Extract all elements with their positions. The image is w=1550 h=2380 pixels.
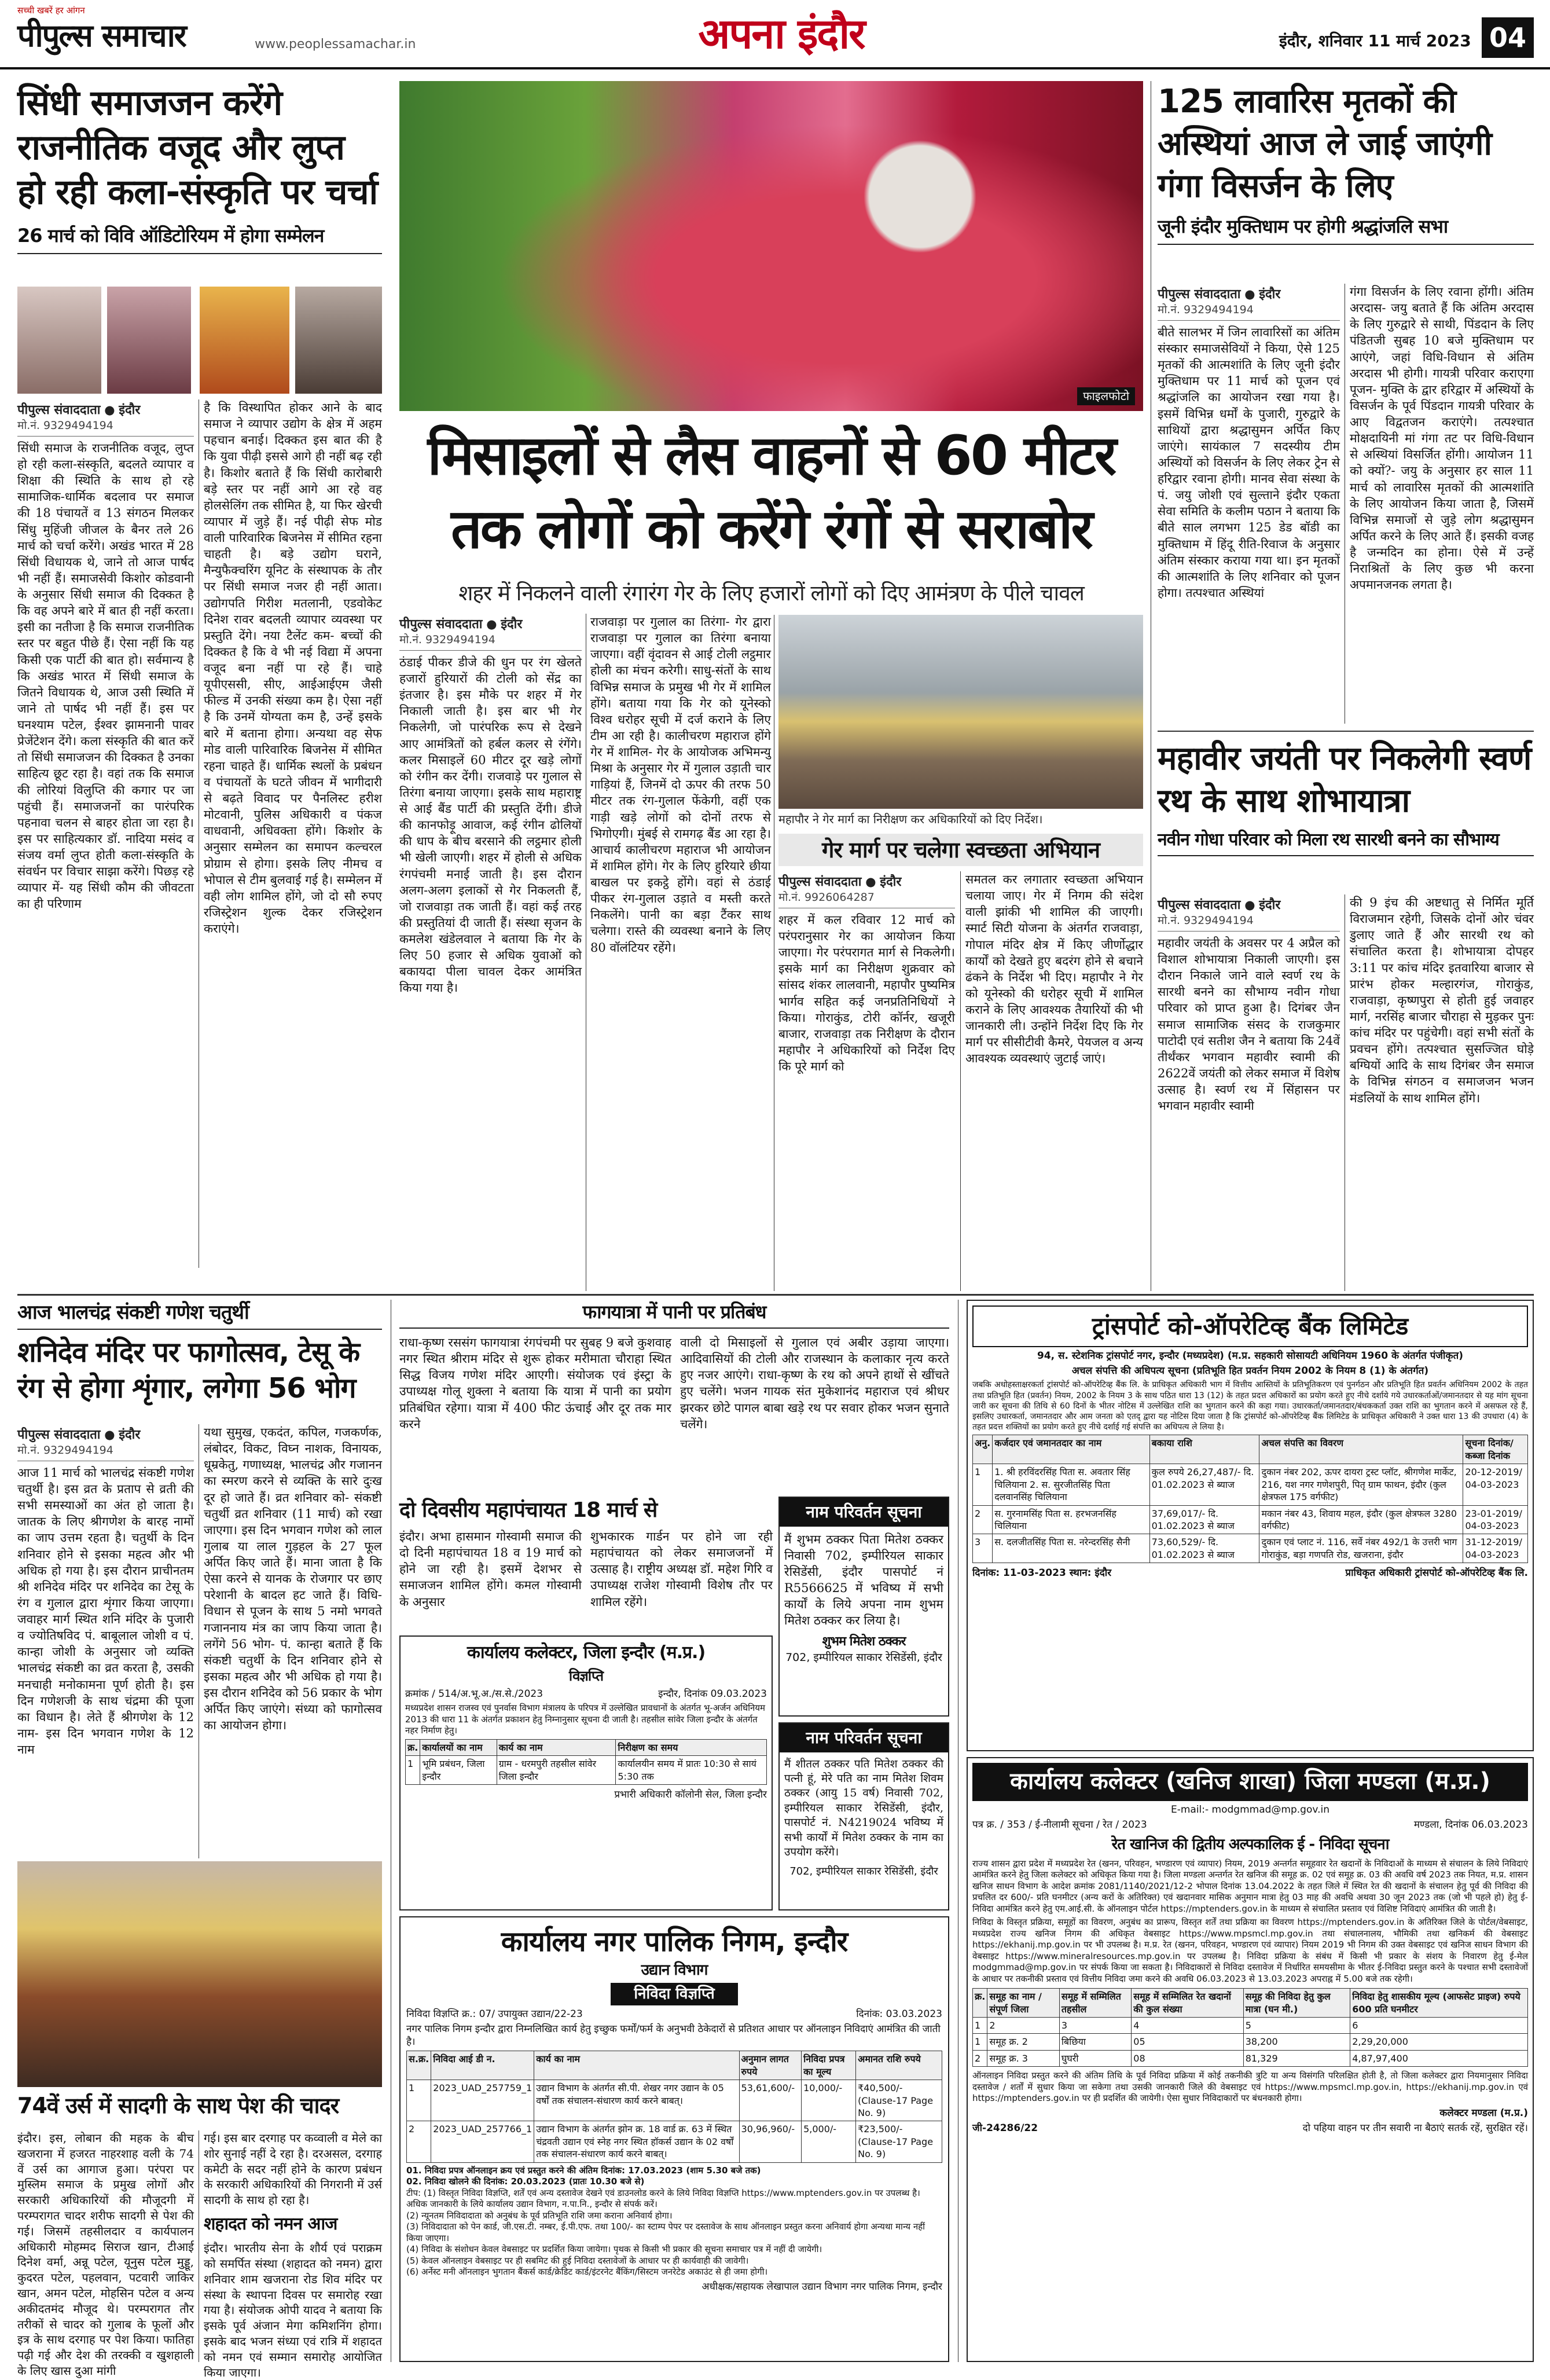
inspection-caption: महापौर ने गेर मार्ग का निरीक्षण कर अधिकारियों को दिए निर्देश। — [778, 812, 1043, 826]
brand-tagline: सच्ची खबरें हर आंगन — [17, 5, 85, 16]
sindhi-portrait-1 — [17, 287, 101, 394]
inspection-body-1: शहर में कल रविवार 12 मार्च को परंपरानुसार गेर का आयोजन किया जाएगा। गेर परंपरागत मार्ग से निकलेगी। इसके मार्ग का निरीक्षण शुक्रवार को सांसद शंकर लालवानी, महापौर पुष्यमित्र भार्गव सहित कई जनप्रतिनिधियों ने किया। गोराकुंड, टोरी कॉर्नर, खजूरी बाजार, राजवाड़ा तक निरीक्षण के दौरान महापौर ने अधिकारियों को निर्देश दिए कि पूरे मार्ग को — [778, 912, 955, 1074]
unclaimed-byline: पीपुल्स संवाददाता ● इंदौर मो.नं. 9329494194 — [1158, 284, 1340, 321]
urs-subhead: शहादत को नमन आज — [204, 2213, 337, 2234]
sindhi-portrait-4 — [295, 287, 382, 394]
shani-col-1 — [17, 1424, 194, 1858]
inspection-col-2 — [965, 871, 1143, 1291]
ger-file-photo — [399, 81, 1143, 411]
sindhi-byline: पीपुल्स संवाददाता ● इंदौर मो.नं. 9329494194 — [17, 399, 194, 437]
inspection-headline-bar: गेर मार्ग पर चलेगा स्वच्छता अभियान — [778, 834, 1143, 866]
unclaimed-col-2 — [1350, 284, 1534, 724]
unclaimed-body-2: गंगा विसर्जन के लिए रवाना होंगी। अंतिम अरदास- जयु बताते हैं कि अंतिम अरदास के लिए गुरुद्वारे से साथी, पिंडदान के लिए पंडितजी सुबह 10 बजे मुक्तिधाम पर आएंगे, जहां विधि-विधान से अंतिम अरदास भी होगी। गायत्री परिवार कराएगा पूजन- मुक्ति के द्वार हरिद्वार में अस्थियों के विसर्जन के पूर्व पिंडदान गायत्री परिवार के आए विद्वतजन कराएंगे। तत्पश्चात मोक्षदायिनी मां गंगा तट पर विधि-विधान से अस्थियां विसर्जित होंगी। आयोजन 11 को क्यों?- जयु के अनुसार हर साल 11 मार्च को लावारिस मृतकों की आत्मशांति के लिए आयोजन किया जाता है, जिसमें विभिन्न समाजों से जुड़े लोग श्रद्धासुमन अर्पित करने के लिए आते हैं। इसकी वजह है जन्मदिन का होना। ऐसे में उन्हें निराश्रितों के लिए कुछ भी करना अपमानजनक लगता है। — [1350, 285, 1534, 592]
shani-body-2: यथा सुमुख, एकदंत, कपिल, गजकर्णक, लंबोदर, विकट, विघ्न नाशक, विनायक, धूम्रकेतु, गणाध्यक्ष, भालचंद्र और गजानन का स्मरण करने से व्यक्ति के सारे दुःख दूर हो जाते हैं। व्रत शनिवार को- संकष्टी चतुर्थी व्रत शनिवार (11 मार्च) को रखा जाएगा। इस दिन भगवान गणेश को लाल गुलाब या लाल गुड़हल के 27 फूल अर्पित किए जाते हैं। माना जाता है कि ऐसा करने से यानक के रोजगार पर छाए परेशानी के बादल हट जाते हैं। विधि-विधान से पूजन के साथ 5 नमो भगवते गजाननाय मंत्र का जाप किया जाता है। लगेंगे 56 भोग- पं. कान्हा बताते हैं कि संकष्टी चतुर्थी के दिन शनिवार होने से इसका महत्व और भी अधिक हो गया है। इस दौरान शनिदेव को 56 प्रकार के भोग अर्पित किए जाएंगे। संध्या को फागोत्सव का आयोजन होगा। — [204, 1425, 382, 1733]
unclaimed-body-1: बीते सालभर में जिन लावारिसों का अंतिम संस्कार समाजसेवियों ने किया, ऐसे 125 मृतकों की आत्मशांति के लिए जूनी इंदौर मुक्तिधाम पर 11 मार्च को पूजन एवं श्रद्धांजलि का आयोजन रखा गया है। इसमें विभिन्न धर्मों के पुजारी, गुरुद्वारे के साथियों द्वारा श्रद्धासुमन अर्पित किए जाएंगे। सायंकाल 7 सदस्यीय टीम अस्थियों को विसर्जन के लिए लेकर ट्रेन से हरिद्वार रवाना होगी। मानव सेवा संस्था के पं. जयु जोशी एवं सुल्ताने इंदौर एकता सेवा समिति के कलीम पठान ने बताया कि बीते साल लगभग 125 डेड बॉडी का मुक्तिधाम में हिंदू रीति-रिवाज के अनुसार अंतिम संस्कार कराया गया था। इन मृतकों की आत्मशांति के लिए शनिवार को पूजन होगा। तत्पश्चात अस्थियां — [1158, 325, 1340, 600]
ger-headline: मिसाइलों से लैस वाहनों से 60 मीटर तक लोगों को करेंगे रंगों से सराबोर — [427, 424, 1115, 561]
shani-body-1: आज 11 मार्च को भालचंद्र संकष्टी गणेश चतुर्थी है। इस व्रत के प्रताप से व्रती की सभी समस्याओं का अंत हो जाता है। जातक के लिए श्रीगणेश के बारह नामों का जाप उत्तम रहता है। चतुर्थी के दिन शनिवार होने से इसका महत्व और भी अधिक हो गया है। इस दौरान प्राचीनतम श्री शनिदेव मंदिर पर शनिदेव का टेसू के रंग व गुलाल द्वारा शृंगार किया जाएगा। जवाहर मार्ग स्थित शनि मंदिर के पुजारी व ज्योतिषविद पं. बाबूलाल जोशी व पं. कान्हा जोशी के अनुसार जो व्यक्ति भालचंद्र संकष्टी का व्रत करता है, उसकी मनचाही मनोकामना पूर्ण होती है। इस दिन गणेशजी के साथ चंद्रमा की पूजा का विधान है। लेते हैं श्रीगणेश के 12 नाम- इस दिन भगवान गणेश के 12 नाम — [17, 1465, 194, 1757]
name-change-notice-1: नाम परिवर्तन सूचना मैं शुभम ठक्कर पिता मितेश ठक्कर निवासी 702, इम्पीरियल साकार रेसिडेंसी, इंदौर पासपोर्ट नं R5566625 में भविष्य में सभी कार्यों के लिये अपना नाम शुभम मितेश ठक्कर कर लिया है। शुभम मितेश ठक्कर 702, इम्पीरियल साकार रेसिडेंसी, इंदौर — [778, 1497, 949, 1717]
sindhi-col-1 — [17, 399, 194, 1268]
shani-story: आज भालचंद्र संकष्टी गणेश चतुर्थी शनिदेव मंदिर पर फागोत्सव, टेसू के रंग से होगा शृंगार, लगेगा 56 भोग — [17, 1300, 382, 1421]
ger-byline: पीपुल्स संवाददाता ● इंदौर मो.नं. 9329494194 — [399, 614, 582, 651]
page-number: 04 — [1482, 17, 1534, 58]
unclaimed-story: 125 लावारिस मृतकों की अस्थियां आज ले जाई जाएंगी गंगा विसर्जन के लिए जूनी इंदौर मुक्तिधाम पर होगी श्रद्धांजलि सभा — [1158, 81, 1534, 278]
mandla-collector-tender: कार्यालय कलेक्टर (खनिज शाखा) जिला मण्डला (म.प्र.) E-mail:- modgmmad@mp.gov.in पत्र क्र. / 353 / ई-नीलामी सूचना / रेत / 2023 मण्डला, दिनांक 06.03.2023 रेत खानिज की द्वितीय अल्पकालिक ई - निविदा सूचना राज्य शासन द्वारा प्रदेश में मध्यप्रदेश रेत (खनन, परिवहन, भण्डारण एवं व्यापार) नियम, 2019 अन्तर्गत समूहवार रेत खदानों के निविदाओं के माध्यम से संचालन के लिये निविदाएं आमंत्रित करने हेतु जिला कलेक्टर को अधिकृत किया गया है। जिला मण्डला अन्तर्गत रेत खनिज की समूह क्र. 02 एवं समूह क्र. 03 की अवधि वर्ष 2023 तक नियत, म.प्र. शासन खनिज साधन विभाग के आदेश क्रमांक 2081/1140/2021/12-2 भोपाल दिनांक 13.04.2022 के तहत जिले में स्थित रेत की खदानों के संचालन हेतु पूर्व की निविदा की प्रचलित दर 600/- प्रति घनमीटर (अन्य करों के अतिरिक्त) एवं खदानवार मासिक अनुमान मात्रा हेतु 03 माह की अवधि अथवा 30 जून 2023 तक (जो भी पहले हो) हेतु ई-निविदा आमंत्रित करने हेतु एम.आई.सी. के ऑनलाइन पोर्टल https://mptenders.gov.in के माध्यम से संचालित प्रस्ताव एवं विशिष्ट निविदाएं आमंत्रित की जाती है। निविदा के विस्तृत प्रक्रिया, समूहों का विवरण, अनुबंध का प्रारूप, विस्तृत शर्तें तथा प्रक्रिया का विवरण https://mptenders.gov.in के अतिरिक्त जिले के पोर्टल/वेबसाइट, मध्यप्रदेश राज्य खनिज निगम की अधिकृत वेबसाइट https://www.mpsmcl.mp.gov.in तथा संचालनालय, भौमिकी तथा खनिकर्म की वेबसाइट https://ekhanij.mp.gov.in पर भी उपलब्ध है। म.प्र. रेत (खनन, परिवहन, भण्डारण एवं व्यापार) नियम 2019 भी निगम की उक्त वेबसाइट एवं खनिज साधन विभाग की वेबसाइट https://www.mineralresources.mp.gov.in पर उपलब्ध है। निविदा प्रक्रिया के संबंध में किसी भी प्रकार के संशय के निवारण हेतु ई-मेल modgmmad@mp.gov.in पर संपर्क किया जा सकता है। निविदाकारों से निविदा दस्तावेज में निर्धारित समयसीमा के भीतर ई-निविदा प्रस्तुत करने के पश्चात सभी दस्तावेजों के आधार पर तकनीकी प्रस्ताव एवं वित्तीय निविदा जमा करने की अवधि 06.03.2023 से 13.03.2023 अपराह्न में 5.00 बजे तक रहेगी। क्र. समूह का नाम / संपूर्ण जिला समूह में सम्मिलित तहसील समूह में सम्मिलित रेत खदानों की कुल संख्या समूह की निविदा हेतु कुल मात्रा (घन मी.) निविदा हेतु शासकीय मूल्य (आफसेट प्राइज) रुपये 600 प्रति घनमीटर 1 2 3 4 5 6 1 समूह क्र. 2 बिछिया 05 38,200 2,29,20,000 2 समूह क्र. 3 घुघरी 08 81,329 4,87,97,400 ऑनलाइन निविदा प्रस्तुत करने की अंतिम तिथि के पूर्व निविदा प्रक्रिया में कोई तकनीकी त्रुटि या अन्य विसंगति परिलक्षित होती है, तो जिला कलेक्टर द्वारा नियमानुसार निविदा दस्तावेज / शर्तों में सुधार किया जा सकेगा तथा उसकी जानकारी जिले की वेबसाइट एवं https://www.mpsmcl.mp.gov.in, https://ekhanij.mp.gov.in एवं https://mptenders.gov.in पर ही प्रदर्शित की जायेगी। ऐसा सुधार निविदाकारों पर बंधनकारी होगा। कलेक्टर मण्डला (म.प्र.) जी-24286/22 दो पहिया वाहन पर तीन सवारी ना बैठाएं सतर्क रहें, सुरक्षित रहें। — [967, 1757, 1534, 2362]
ger-body-2: राजवाड़ा पर गुलाल का तिरंगा- गेर द्वारा राजवाड़ा पर गुलाल का तिरंगा बनाया जाएगा। वहीं वृंदावन से आई टोली लट्ठमार होली का मंचन करेगी। साधु-संतों के साथ विभिन्न समाज के प्रमुख भी गेर में शामिल होंगे। बताया गया कि गेर को यूनेस्को विश्व धरोहर सूची में दर्ज कराने के लिए टीम आ रही है। कालीचरण महाराज होंगे गेर में शामिल- गेर के आयोजक अभिमन्यु मिश्रा के अनुसार गेर में गुलाल उड़ाती चार गाड़ियां हैं, जिनमें दो ऊपर की तरफ 50 मीटर तक रंग-गुलाल फेंकेगी, वहीं एक गाड़ी खड़े लोगों को दोनों तरफ से भिगोएगी। मुंबई से रामगढ़ बैंड आ रहा है। आचार्य कालीचरण महाराज भी आयोजन में शामिल होंगे। गेर के लिए हुरियारे छीया बाखल पर इकट्ठे होंगे। वहां से ठंडाई पीकर रंग-गुलाल उड़ाते व मस्ती करते निकलेंगे। पानी का बड़ा टैंकर साथ चलेगा। रास्ते की व्यवस्था बनाने के लिए 80 वॉलंटियर रहेंगे। — [590, 615, 771, 955]
photo-credit: फाइलफोटो — [1077, 387, 1135, 405]
sindhi-headline: सिंधी समाजजन करेंगे राजनीतिक वजूद और लुप्त हो रही कला-संस्कृति पर चर्चा — [17, 83, 378, 212]
sindhi-body-1: सिंधी समाज के राजनीतिक वजूद, लुप्त हो रही कला-संस्कृति, बदलते व्यापार व शिक्षा की स्थिति के साथ हो रहे सामाजिक-धार्मिक बदलाव पर समाज की 18 पंचायतें व 13 संगठन मिलकर सिंधु मुहिंजी जीजल के बैनर तले 26 मार्च को चर्चा करेंगे। अखंड भारत में 28 सिंधी विधायक थे, जाने तो आज पार्षद भी नहीं हैं। समाजसेवी किशोर कोडवानी के अनुसार सिंधी समाज की दिक्कत है कि वह अपने बारे में बात ही नहीं करता। इसी का नतीजा है कि समाज राजनीतिक स्तर पर बहुत पीछे हैं। ऐसा नहीं कि यह किसी एक पार्टी की बात हो। सर्वमान्य है कि अखंड भारत में सिंधी समाज के जितने विधायक थे, आज उसी स्थिति में जाने तो पार्षद भी नहीं हैं। इस पर घनश्याम पटेल, ईश्वर झामनानी पावर प्रेजेंटेशन देंगे। कला संस्कृति की बात करें तो सिंधी समाजजन की दिक्कत है उनका साहित्य छूट रहा है। वहां तक कि समाज की लोरियां विलुप्ति की कगार पर जा पहुंची हैं। समाजजनों का पारंपरिक पहनावा चलन से बाहर होता जा रहा है। इस पर साहित्यकार डॉ. नादिया मसंद व संजय वर्मा लुप्त होती कला-संस्कृति के संवर्धन पर विचार साझा करेंगे। पिछड़ रहे व्यापार में- यह सिंधी कौम की जीवटता का ही परिणाम — [17, 441, 194, 911]
nagar-tender-table: स.क्र. निविदा आई डी न. कार्य का नाम अनुमान लागत रुपये निविदा प्रपत्र का मूल्य अमानत राशि रुपये 1 2023_UAD_257759_1 उद्यान विभाग के अंतर्गत सी.पी. शेखर नगर उद्यान के 05 वर्षों तक संचालन-संधारण कार्य करने बाबत्। 53,61,600/- 10,000/- ₹40,500/- (Clause-17 Page No. 9) 2 2023_UAD_257766_1 उद्यान विभाग के अंतर्गत झोन क्र. 18 वार्ड क्र. 63 में स्थित चंद्रवती उद्यान एवं स्नेह नगर स्थित हॉकर्स उद्यान के 02 वर्षों तक संचालन-संधारण कार्य करने बाबत्। 30,96,960/- 5,000/- ₹23,500/- (Clause-17 Page No. 9) — [406, 2051, 942, 2163]
shani-col-2 — [204, 1424, 382, 1858]
mahavir-byline: पीपुल्स संवाददाता ● इंदौर मो.नं. 9329494194 — [1158, 894, 1340, 932]
inspection-photo — [778, 615, 1143, 809]
masthead — [0, 0, 1550, 69]
ger-body-1: ठंडाई पीकर डीजे की धुन पर रंग खेलते हजारों हुरियारों की टोली को सेंद्र का इंतजार है। इस मौके पर शहर में गेर निकाली जाती है। इस बार भी गेर निकलेगी, जो पारंपरिक रूप से देखने आए आमंत्रितों को हर्बल कलर से रंगेंगे। कलर मिसाइलें 60 मीटर दूर खड़े लोगों को रंगीन कर देंगी। राजवाड़े पर गुलाल से तिरंगा बनाया जाएगा। इसके साथ महाराष्ट्र से आई बैंड पार्टी की प्रस्तुति देंगी। डीजे की कानफोड़ू आवाज, कई रंगीन ढोलियों की धाप के बीच बरसाने की लट्ठमार होली भी खेली जाएगी। शहर में होली से अधिक रंगपंचमी मनाई जाती है। इस दौरान अलग-अलग इलाकों से गेर निकलती हैं, जो राजवाड़ा तक जाती हैं। वहां कई तरह की प्रस्तुतियां दी जाती हैं। संस्था सृजन के कमलेश खंडेलवाल ने बताया कि गेर के लिए 50 हजार से अधिक युवाओं को बकायदा पीला चावल देकर आमंत्रित किया गया है। — [399, 655, 582, 995]
name-change-notice-2: नाम परिवर्तन सूचना मैं शीतल ठक्कर पति मितेश ठक्कर की पत्नी हूं, मेरे पति का नाम मितेश शिवम ठक्कर (आयु 15 वर्ष) निवासी 702, इम्पीरियल साकार रेसिडेंसी, इंदौर, पासपोर्ट नं. N4219024 भविष्य में सभी कार्यों में मितेश ठक्कर के नाम का उपयोग करेंगे। 702, इम्पीरियल साकार रेसिडेंसी, इंदौर — [778, 1722, 949, 1910]
mahavir-story: महावीर जयंती पर निकलेगी स्वर्ण रथ के साथ शोभायात्रा नवीन गोधा परिवार को मिला रथ सारथी बनने का सौभाग्य — [1158, 738, 1534, 894]
bank-possession-notice: ट्रांसपोर्ट को-ऑपरेटिव्ह बैंक लिमिटेड 94, स. स्टेशनिक ट्रांसपोर्ट नगर, इन्दौर (मध्यप्रदेश) (म.प्र. सहकारी सोसायटी अधिनियम 1960 के अंतर्गत पंजीकृत) अचल संपत्ति की अधिपत्य सूचना (प्रतिभूति हित प्रवर्तन नियम 2002 के नियम 8 (1) के अंतर्गत) जबकि अधोहस्ताक्षरकर्ता ट्रांसपोर्ट को-ऑपरेटिव्ह बैंक लि. के प्राधिकृत अधिकारी भाग में वित्तीय आस्तियों के प्रतिभूतिकरण एवं पुनर्गठन और प्रतिभूति हित प्रवर्तन अधिनियम 2002 के तहत तथा प्रतिभूति हित (प्रवर्तन) नियम, 2002 के नियम 3 के साथ पठित धारा 13 (12) के तहत प्रदत्त अधिकारों का प्रयोग करते हुए नीचे दर्शाये गये उधारकर्ताओं/जमानतदार से यह मांग सूचना जारी कर सूचना की तिथि से 60 दिनों के भीतर नोटिस में उल्लेखित राशि का भुगतान करने की कहा गया। उधारकर्ता/जमानतदार/बंधककर्ता उक्त राशि का भुगतान करने में असफल रहे हैं, इसलिए उधारकर्ता, जमानतदार और आम जनता को एतद् द्वारा यह नोटिस दिया जाता है कि ट्रांसपोर्ट को-ऑपरेटिव्ह बैंक लिमिटेड के प्राधिकृत अधिकारी ने उक्त धारा 13 की उपधारा (4) के तहत प्रदत्त शक्तियों का प्रयोग करते हुए नीचे दर्शाई गई संपत्ति का अधिपत्य ले लिया है। अनु. कर्जदार एवं जमानतदार का नाम बकाया राशि अचल संपत्ति का विवरण सूचना दिनांक/ कब्जा दिनांक 1 1. श्री हरविंदरसिंह पिता स. अवतार सिंह चिलियाना 2. स. सुरजीतसिंह पिता दलवानसिंह चिलियाना कुल रुपये 26,27,487/- दि. 01.02.2023 से ब्याज दुकान नंबर 202, ऊपर दायरा ट्रस्ट प्लॉट, श्रीगणेश मार्केट, 216, यश नगर गणेशपुरी, पितृ ग्राम फाथन, इंदौर (कुल क्षेत्रफल 175 वर्गफीट) 20-12-2019/ 04-03-2023 2 स. गुरनामसिंह पिता स. हरभजनसिंह चिलियाना 37,69,017/- दि. 01.02.2023 से ब्याज मकान नंबर 43, शिवाय महल, इंदौर (कुल क्षेत्रफल 3280 वर्गफीट) 23-01-2019/ 04-03-2023 3 स. दलजीतसिंह पिता स. नरेन्दरसिंह सैनी 73,60,529/- दि. 01.02.2023 से ब्याज दुकान एवं प्लाट नं. 116, सर्वे नंबर 492/1 के उत्तरी भाग गोराकुंड, बड़ा गणपति रोड, खजराना, इंदौर 31-12-2019/ 04-03-2023 दिनांक: 11-03-2023 स्थान: इंदौर प्राधिकृत अधिकारी ट्रांसपोर्ट को-ऑपरेटिव्ह बैंक लि. — [967, 1300, 1534, 1751]
mahavir-body-1: महावीर जयंती के अवसर पर 4 अप्रैल को विशाल शोभायात्रा निकाली जाएगी। इस दौरान निकाले जाने वाले स्वर्ण रथ के सारथी बनने का सौभाग्य नवीन गोधा परिवार को प्राप्त हुआ है। दिगंबर जैन समाज सामाजिक संसद के राजकुमार पाटोदी एवं सतीश जैन ने बताया कि 24वें तीर्थंकर भगवान महावीर स्वामी की 2622वें जयंती को लेकर समाज में विशेष उत्साह है। स्वर्ण रथ में सिंहासन पर भगवान महावीर स्वामी — [1158, 936, 1340, 1113]
collector-indore-table: क्र. कार्यालयों का नाम कार्य का नाम निरीक्षण का समय 1 भूमि प्रबंधन, जिला इन्दौर ग्राम - धरमपुरी तहसील सांवेर जिला इन्दौर कार्यालयीन समय में प्रातः 10:30 से सायं 5:30 तक — [405, 1739, 767, 1785]
nagar-nigam-tender: कार्यालय नगर पालिक निगम, इन्दौर उद्यान विभाग निविदा विज्ञप्ति निविदा विज्ञप्ति क्र.: 07/ उपायुक्त उद्यान/22-23 दिनांक: 03.03.2023 नगर पालिक निगम इन्दौर द्वारा निम्नलिखित कार्य हेतु इच्छुक फर्मों/फर्म के अनुभवी ठेकेदारों से प्रतिशत आधार पर ऑनलाइन निविदाएं आमंत्रित की जाती है। स.क्र. निविदा आई डी न. कार्य का नाम अनुमान लागत रुपये निविदा प्रपत्र का मूल्य अमानत राशि रुपये 1 2023_UAD_257759_1 उद्यान विभाग के अंतर्गत सी.पी. शेखर नगर उद्यान के 05 वर्षों तक संचालन-संधारण कार्य करने बाबत्। 53,61,600/- 10,000/- ₹40,500/- (Clause-17 Page No. 9) 2 2023_UAD_257766_1 उद्यान विभाग के अंतर्गत झोन क्र. 18 वार्ड क्र. 63 में स्थित चंद्रवती उद्यान एवं स्नेह नगर स्थित हॉकर्स उद्यान के 02 वर्षों तक संचालन-संधारण कार्य करने बाबत्। 30,96,960/- 5,000/- ₹23,500/- (Clause-17 Page No. 9) 01. निविदा प्रपत्र ऑनलाइन क्रय एवं प्रस्तुत करने की अंतिम दिनांक: 17.03.2023 (शाम 5.30 बजे तक) 02. निविदा खोलने की दिनांक: 20.03.2023 (प्रातः 10.30 बजे से) टीप: (1) विस्तृत निविदा विज्ञप्ति, शर्तें एवं अन्य दस्तावेज देखने एवं डाउनलोड करने के लिये निविदा विज्ञप्ति https://www.mptenders.gov.in पर उपलब्ध है। अधिक जानकारी के लिये कार्यालय उद्यान विभाग, न.पा.नि., इन्दौर से संपर्क करें। (2) न्यूनतम निविदादाता को अनुबंध के पूर्व प्रतिभूति राशि जमा कराना अनिवार्य होगा। (3) निविदादाता को पेन कार्ड, जी.एस.टी. नम्बर, ई.पी.एफ. तथा 100/- का स्टाम्प पेपर पर दस्तावेज के साथ ऑनलाइन प्रस्तुत करना अनिवार्य होगा अन्यथा मान्य नहीं किया जाएगा। (4) निविदा के संशोधन केवल वेबसाइट पर प्रदर्शित किया जायेगा। पृथक से किसी भी प्रकार की सूचना समाचार पत्र में नहीं दी जायेगी। (5) केवल ऑनलाइन वेबसाइट पर ही सबमिट की हुई निविदा दस्तावेजों के आधार पर ही कार्यवाही की जावेगी। (6) अर्नेस्ट मनी ऑनलाइन भुगतान बैंकर्स कार्ड/क्रेडिट कार्ड/इंटरनेट बैंकिंग/सिस्टम जनरेटेड अकाउंट से ही जमा होगी। अधीक्षक/सहायक लेखापाल उद्यान विभाग नगर पालिक निगम, इन्दौर — [399, 1916, 949, 2362]
collector-indore-ad: कार्यालय कलेक्टर, जिला इन्दौर (म.प्र.) विज्ञप्ति क्रमांक / 514/अ.भू.अ./स.से./2023 इन्दौर, दिनांक 09.03.2023 मध्यप्रदेश शासन राजस्व एवं पुनर्वास विभाग मंत्रालय के परिपत्र में उल्लेखित प्रावधानों के अंतर्गत भू-अर्जन अधिनियम 2013 की धारा 11 के अंतर्गत प्रकाशन हेतु निम्नानुसार सूचना दी जाती है। तहसील सांवेर जिला इन्दौर के अंतर्गत नहर निर्माण हेतु। क्र. कार्यालयों का नाम कार्य का नाम निरीक्षण का समय 1 भूमि प्रबंधन, जिला इन्दौर ग्राम - धरमपुरी तहसील सांवेर जिला इन्दौर कार्यालयीन समय में प्रातः 10:30 से सायं 5:30 तक प्रभारी अधिकारी कॉलोनी सेल, जिला इन्दौर — [399, 1635, 773, 1910]
nagar-notes: 01. निविदा प्रपत्र ऑनलाइन क्रय एवं प्रस्तुत करने की अंतिम दिनांक: 17.03.2023 (शाम 5.30 बजे तक) 02. निविदा खोलने की दिनांक: 20.03.2023 (प्रातः 10.30 बजे से) टीप: (1) विस्तृत निविदा विज्ञप्ति, शर्तें एवं अन्य दस्तावेज देखने एवं डाउनलोड करने के लिये निविदा विज्ञप्ति https://www.mptenders.gov.in पर उपलब्ध है। अधिक जानकारी के लिये कार्यालय उद्यान विभाग, न.पा.नि., इन्दौर से संपर्क करें। (2) न्यूनतम निविदादाता को अनुबंध के पूर्व प्रतिभूति राशि जमा कराना अनिवार्य होगा। (3) निविदादाता को पेन कार्ड, जी.एस.टी. नम्बर, ई.पी.एफ. तथा 100/- का स्टाम्प पेपर पर दस्तावेज के साथ ऑनलाइन प्रस्तुत करना अनिवार्य होगा अन्यथा मान्य नहीं किया जाएगा। (4) निविदा के संशोधन केवल वेबसाइट पर प्रदर्शित किया जायेगा। पृथक से किसी भी प्रकार की सूचना समाचार पत्र में नहीं दी जायेगी। (5) केवल ऑनलाइन वेबसाइट पर ही सबमिट की हुई निविदा दस्तावेजों के आधार पर ही कार्यवाही की जावेगी। (6) अर्नेस्ट मनी ऑनलाइन भुगतान बैंकर्स कार्ड/क्रेडिट कार्ड/इंटरनेट बैंकिंग/सिस्टम जनरेटेड अकाउंट से ही जमा होगी। — [406, 2165, 925, 2278]
unclaimed-col-1 — [1158, 284, 1340, 724]
faag-col-1: राधा-कृष्ण रससंग फागयात्रा रंगपंचमी पर सुबह 9 बजे कुशवाह नगर स्थित श्रीराम मंदिर से शुरू होकर मरीमाता चौराहा स्थित सिद्ध विजय गणेश मंदिर आएगी। संयोजक एवं इंस्ट्रा के उपाध्यक्ष गोलू शुक्ला ने बताया कि यात्रा में पानी का प्रयोग प्रतिबंधित रहेगा। यात्रा में 400 फीट ऊंचाई और दूर तक मार करने — [399, 1336, 671, 1431]
inspection-body-2: समतल कर लगातार स्वच्छता अभियान चलाया जाए। गेर में निगम की संदेश वाली झांकी भी शामिल की जाएगी। स्मार्ट सिटी योजना के अंतर्गत राजवाड़ा, गोपाल मंदिर क्षेत्र में किए जीर्णोद्धार कार्यों को देखते हुए बदरंग होने से बचाने ढंकने के निर्देश भी दिए। महापौर ने गेर को यूनेस्को की धरोहर सूची में शामिल कराने के लिए आवश्यक तैयारियों की भी जानकारी ली। उन्होंने निर्देश दिए कि गेर मार्ग पर सीसीटीवी कैमरे, पेयजल व अन्य आवश्यक व्यवस्थाएं जुटाई जाएं। — [965, 872, 1143, 1066]
bank-table: अनु. कर्जदार एवं जमानतदार का नाम बकाया राशि अचल संपत्ति का विवरण सूचना दिनांक/ कब्जा दिनांक 1 1. श्री हरविंदरसिंह पिता स. अवतार सिंह चिलियाना 2. स. सुरजीतसिंह पिता दलवानसिंह चिलियाना कुल रुपये 26,27,487/- दि. 01.02.2023 से ब्याज दुकान नंबर 202, ऊपर दायरा ट्रस्ट प्लॉट, श्रीगणेश मार्केट, 216, यश नगर गणेशपुरी, पितृ ग्राम फाथन, इंदौर (कुल क्षेत्रफल 175 वर्गफीट) 20-12-2019/ 04-03-2023 2 स. गुरनामसिंह पिता स. हरभजनसिंह चिलियाना 37,69,017/- दि. 01.02.2023 से ब्याज मकान नंबर 43, शिवाय महल, इंदौर (कुल क्षेत्रफल 3280 वर्गफीट) 23-01-2019/ 04-03-2023 3 स. दलजीतसिंह पिता स. नरेन्दरसिंह सैनी 73,60,529/- दि. 01.02.2023 से ब्याज दुकान एवं प्लाट नं. 116, सर्वे नंबर 492/1 के उत्तरी भाग गोराकुंड, बड़ा गणपति रोड, खजराना, इंदौर 31-12-2019/ 04-03-2023 — [972, 1435, 1528, 1563]
section-title: अपना इंदौर — [698, 9, 865, 58]
mandla-table: क्र. समूह का नाम / संपूर्ण जिला समूह में सम्मिलित तहसील समूह में सम्मिलित रेत खदानों की कुल संख्या समूह की निविदा हेतु कुल मात्रा (घन मी.) निविदा हेतु शासकीय मूल्य (आफसेट प्राइज) रुपये 600 प्रति घनमीटर 1 2 3 4 5 6 1 समूह क्र. 2 बिछिया 05 38,200 2,29,20,000 2 समूह क्र. 3 घुघरी 08 81,329 4,87,97,400 — [972, 1988, 1528, 2067]
inspection-byline: पीपुल्स संवाददाता ● इंदौर मो.नं. 9926064287 — [778, 871, 955, 908]
ger-subhead: शहर में निकलने वाली रंगारंग गेर के लिए हजारों लोगों को दिए आमंत्रण के पीले चावल — [458, 581, 1084, 606]
mahapanchayat-headline: दो दिवसीय महापंचायत 18 मार्च से — [399, 1498, 658, 1522]
faag-kicker: फागयात्रा में पानी पर प्रतिबंध — [399, 1300, 949, 1329]
ger-col-1 — [399, 614, 582, 1291]
issue-date: इंदौर, शनिवार 11 मार्च 2023 — [1279, 31, 1471, 50]
urs-headline: 74वें उर्स में सादगी के साथ पेश की चादर — [17, 2093, 339, 2118]
inspection-col-1 — [778, 871, 955, 1291]
faag-col-2: वाली दो मिसाइलों से गुलाल एवं अबीर उड़ाया जाएगा। आदिवासियों की टोली और राजस्थान के कलाकार नृत्य करते हुए नजर आएंगे। राधा-कृष्ण के रथ को अपने हाथों से खींचते हुए चलेंगे। भजन गायक संत मुकेशानंद महाराज एवं श्रीधर झरकर छोटे पागल बाबा खड़े रथ पर सवार होकर भजन सुनाते चलेंगे। — [680, 1336, 949, 1431]
ger-col-2 — [590, 614, 771, 1291]
mahapanchayat-col-2: शुभकारक गार्डन पर होने जा रही महापंचायत को लेकर समाजजनों में उत्साह है। राष्ट्रीय अध्यक्ष डॉ. महेश गिरि व उपाध्यक्ष राजेश गोस्वामी विशेष तौर पर शामिल रहेंगे। — [590, 1530, 773, 1609]
sindhi-portrait-2 — [107, 287, 191, 394]
shani-byline: पीपुल्स संवाददाता ● इंदौर मो.नं. 9329494194 — [17, 1424, 194, 1461]
sindhi-subhead: 26 मार्च को विवि ऑडिटोरियम में होगा सम्मेलन — [17, 223, 382, 254]
mahavir-col-2 — [1350, 894, 1534, 1291]
shani-temple-photo — [17, 1861, 382, 2087]
urs-col-1: इंदौर। इस, लोबान की महक के बीच खजराना में हजरत नाहरशाह वली के 74 वें उर्स का आगाज हुआ। परंपरा पर मुस्लिम समाज के प्रमुख लोगों और सरकारी अधिकारियों की मौजूदगी में परम्परागत चादर शरीफ सादगी से पेश की गई। जिसमें तहसीलदार व कार्यपालन अधिकारी मोहम्मद सिराज खान, टीआई दिनेश वर्मा, अन्नू पटेल, यूनुस पटेल मुड्डू, कुदरत पटेल, पहलवान, पटवारी जाकिर खान, अमन पटेल, मोहसिन पटेल व अन्य अकीदतमंद मौजूद थे। परम्परागत तौर तरीकों से चादर को गुलाब के फूलों और इत्र के साथ दरगाह पर पेश किया। फातिहा पढ़ी गई और देश की तरक्की व खुशहाली के लिए खास दुआ मांगी — [17, 2131, 194, 2378]
sindhi-body-2: है कि विस्थापित होकर आने के बाद समाज ने व्यापार उद्योग के क्षेत्र में अहम पहचान बनाई। दिक्कत इस बात की है कि युवा पीढ़ी इससे आगे ही नहीं बढ़ रही है। किशोर बताते हैं कि सिंधी कारोबारी बड़े स्तर पर नहीं आगे आ रहे वह होलसेलिंग तक सीमित है, या फिर खेरची व्यापार में जुड़े हैं। नई पीढ़ी सेफ मोड वाली पारिवारिक बिजनेस में सीमित रहना चाहती है। बड़े उद्योग घराने, मैन्युफैक्चरिंग यूनिट के संस्थापक के तौर पर सिंधी समाज नजर ही नहीं आता। उद्योगपति गिरीश मतलानी, एडवोकेट दिनेश रावर बदलती व्यापार व्यवस्था पर प्रस्तुति देंगे। नया टैलेंट कम- बच्चों की दिक्कत है कि वे भी नई विद्या में अपना वजूद बना नहीं पा रहे हैं। चाहे यूपीएससी, सीए, आईआईएम जैसी फील्ड में उनकी संख्या कम है। ऐसा नहीं है कि उनमें योग्यता कम है, उन्हें इसके बारे में बताना होगा। अन्यथा वह सेफ मोड वाली पारिवारिक बिजनेस में सीमित रहना चाहते हैं। धार्मिक स्थलों के प्रबंधन व पंचायतों के घटते जीवन में भागीदारी से बढ़ते विवाद पर पैनलिस्ट हरीश मोटवानी, पुलिस अधिकारी व पंकज वाधवानी, अधिवक्ता होंगे। किशोर के अनुसार सम्मेलन का समापन कल्चरल प्रोग्राम से होगा। इसके लिए नीमच व भोपाल से टीम बुलवाई गई है। सम्मेलन में वही लोग शामिल होंगे, जो दो सौ रुपए रजिस्ट्रेशन शुल्क देकर रजिस्ट्रेशन कराएंगे। — [204, 401, 382, 936]
website-link[interactable]: www.peoplessamachar.in — [255, 37, 416, 52]
sindhi-portrait-3 — [200, 287, 289, 394]
mahavir-body-2: की 9 इंच की अष्टधातु से निर्मित मूर्ति विराजमान रहेगी, जिसके दोनों ओर चंवर डुलाए जाते हैं और सारथी रथ को संचालित करता है। शोभायात्रा दोपहर 3:11 पर कांच मंदिर इतवारिया बाजार से प्रारंभ होकर मल्हारगंज, गोराकुंड, राजवाड़ा, कृष्णपुरा से होती हुई जवाहर मार्ग, नरसिंह बाजार चौराहा से मुड़कर पुनः कांच मंदिर पर पहुंचेगी। वहां सभी संतों के प्रवचन होंगे। तत्पश्चात सुसज्जित घोड़े बग्घियों आदि के साथ दिगंबर जैन समाज के विभिन्न संगठन व समाजजन भजन मंडलियों के साथ शामिल होंगे। — [1350, 896, 1534, 1105]
brand-logo: पीपुल्स समाचार — [17, 17, 186, 54]
mahapanchayat-col-1: इंदौर। अभा हासमान गोस्वामी समाज की दो दिनी महापंचायत 18 व 19 मार्च को होने जा रही है। इसमें देशभर से समाजजन शामिल होंगे। कमल गोस्वामी के अनुसार — [399, 1530, 582, 1609]
urs-col-2: गई। इस बार दरगाह पर कव्वाली व मेले का शोर सुनाई नहीं दे रहा है। दरअसल, दरगाह कमेटी के सदर नहीं होने के कारण प्रबंधन के सरकारी अधिकारियों की निगरानी में उर्स सादगी के साथ हो रहा है। शहादत को नमन आज इंदौर। भारतीय सेना के शौर्य एवं पराक्रम को समर्पित संस्था (शहादत को नमन) द्वारा शनिवार शाम खजराना रोड शिव मंदिर पर संस्था के स्थापना दिवस पर समारोह रखा गया है। संयोजक ओपी यादव ने बताया कि इसके पूर्व अंजान मेगा कमिशनिंग होगा। इसके बाद भजन संध्या एवं रात्रि में शहादत को नमन एवं सम्मान समारोह आयोजित किया जाएगा। — [204, 2131, 382, 2379]
sindhi-col-2 — [204, 399, 382, 1268]
mahavir-col-1 — [1158, 894, 1340, 1291]
